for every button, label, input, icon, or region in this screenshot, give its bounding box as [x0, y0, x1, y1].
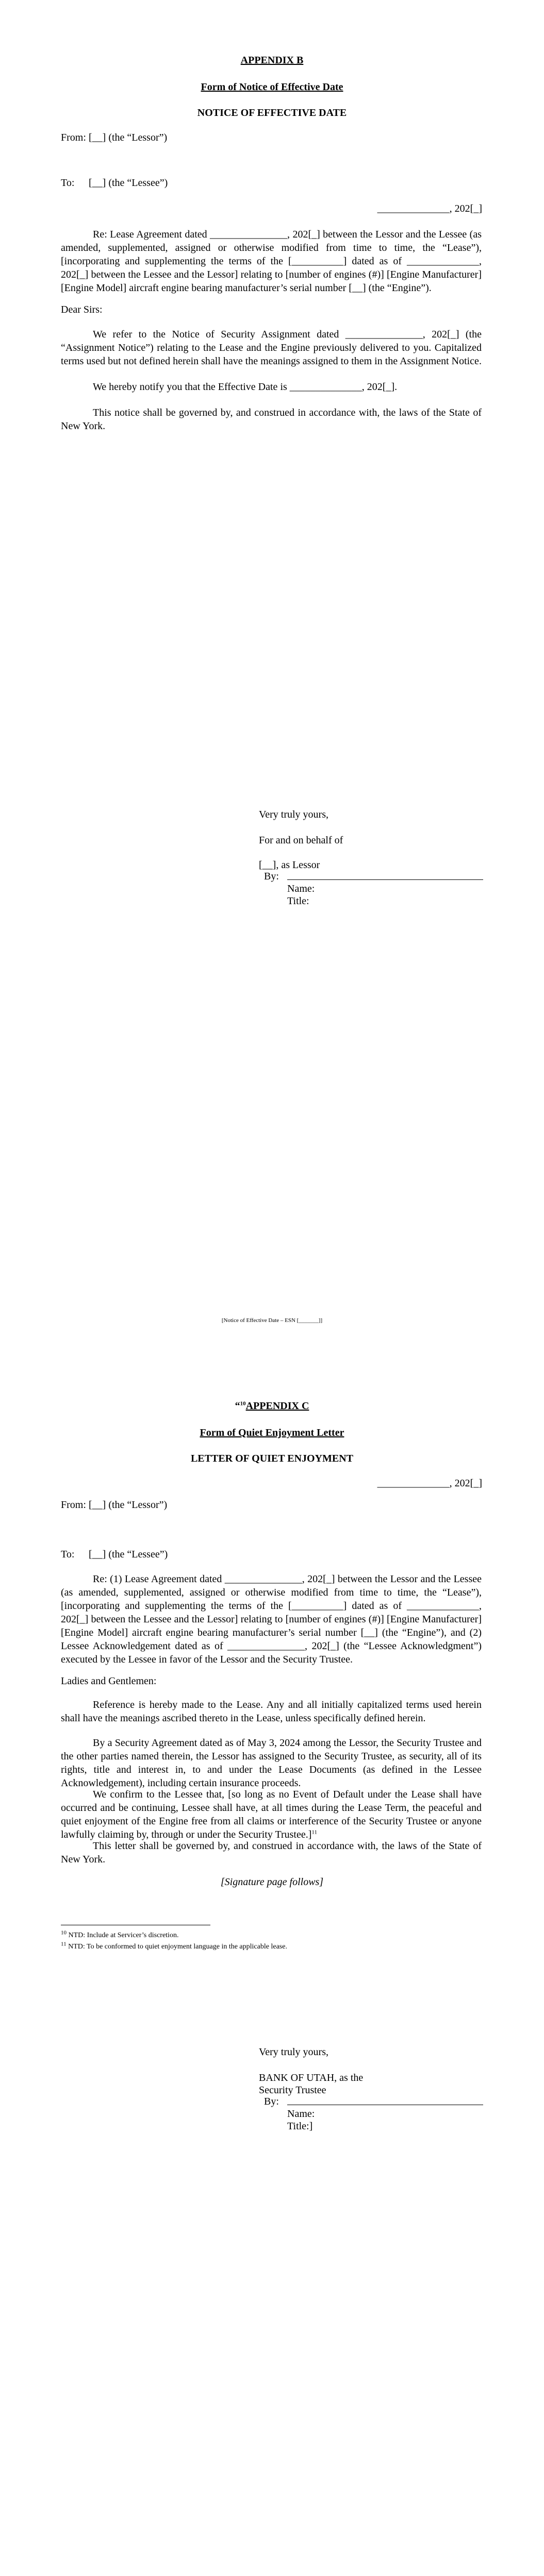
from-label: From:	[61, 132, 86, 143]
footnote-11-number: 11	[61, 1941, 67, 1947]
form-title: Form of Quiet Enjoyment Letter	[200, 1427, 344, 1438]
trustee-line-1: BANK OF UTAH, as the	[259, 2072, 364, 2083]
page-appendix-c	[0, 1370, 544, 2576]
footnote-11-text: NTD: To be conformed to quiet enjoyment language in the applicable lease.	[68, 1943, 287, 1951]
by-label: By:	[264, 2096, 279, 2107]
on-behalf-line: For and on behalf of	[259, 835, 343, 846]
appendix-c-heading	[0, 1399, 544, 1413]
to-party: [__] (the “Lessee”)	[89, 1549, 168, 1560]
notify-paragraph: We hereby notify you that the Effective Date is ______________, 202[_].	[93, 381, 398, 393]
signature-line	[287, 879, 483, 880]
governed-paragraph: This notice shall be governed by, and construed in accordance with, the laws of the State of New York.	[61, 407, 482, 432]
to-party: [__] (the “Lessee”)	[89, 177, 168, 189]
lessor-line: [__], as Lessor	[259, 859, 320, 871]
to-label: To:	[61, 1549, 75, 1560]
notice-title: NOTICE OF EFFECTIVE DATE	[197, 107, 347, 118]
appendix-b-heading: APPENDIX B	[240, 55, 304, 66]
security-paragraph: By a Security Agreement dated as of May 3, 2024 among the Lessor, the Security Trustee and the other parties named therein, the Lessor has assigned to the Security Trustee, as security, all of its rights, title and interest in, to and under the Lease Documents (as defined in the Lessee Acknowledgement), including certain insurance proceeds.	[61, 1737, 482, 1789]
date-line: ______________, 202[_]	[377, 1478, 482, 1489]
title-label: Title:	[287, 895, 309, 907]
closing: Very truly yours,	[259, 809, 328, 820]
name-label: Name:	[287, 2108, 315, 2120]
by-label: By:	[264, 871, 279, 882]
to-label: To:	[61, 177, 75, 189]
footnote-ref-11: 11	[311, 1829, 317, 1836]
trustee-line-2: Security Trustee	[259, 2084, 326, 2096]
signature-page-follows: [Signature page follows]	[220, 1876, 324, 1888]
footnote-10	[61, 1931, 484, 1940]
re-paragraph: Re: Lease Agreement dated _______________, 202[_] between the Lessor and the Lessee (as amended, supplemented, assigned or otherwise modified from time to time, the “Lease”), [incorporating and supplementing the terms of the [__________] dated as of ______________, 202[_] between the Lessee and the Lessor] relating to [number of engines (#)] [Engine Manufacturer] [Engine Model] aircraft engine bearing manufacturer’s serial number [__] (the “Engine”).	[61, 229, 482, 294]
form-title: Form of Notice of Effective Date	[201, 81, 343, 93]
footer: [Notice of Effective Date – ESN [_______]]	[221, 1317, 323, 1324]
from-party: [__] (the “Lessor”)	[89, 1499, 168, 1511]
name-label: Name:	[287, 883, 315, 894]
salutation: Ladies and Gentlemen:	[61, 1675, 157, 1687]
letter-title: LETTER OF QUIET ENJOYMENT	[190, 1453, 354, 1464]
footnote-10-number: 10	[61, 1929, 67, 1936]
date-line: ______________, 202[_]	[377, 203, 482, 214]
closing: Very truly yours,	[259, 2046, 328, 2058]
reference-paragraph: Reference is hereby made to the Lease. Any and all initially capitalized terms used herein shall have the meanings ascribed thereto in the Lease, unless specifically defined herein.	[61, 1699, 482, 1724]
refer-paragraph: We refer to the Notice of Security Assignment dated _______________, 202[_] (the “Assignment Notice”) relating to the Lease and the Engine previously delivered to you. Capitalized terms used but not defined herein shall have the meanings assigned to them in the Assignment Notice.	[61, 329, 482, 367]
appendix-c-title: APPENDIX C	[245, 1400, 309, 1412]
footnote-10-text: NTD: Include at Servicer’s discretion.	[68, 1931, 179, 1939]
open-quote: “	[235, 1400, 240, 1412]
from-label: From:	[61, 1499, 86, 1511]
salutation: Dear Sirs:	[61, 304, 103, 315]
confirm-paragraph	[61, 1788, 482, 1841]
title-label: Title:]	[287, 2121, 313, 2132]
re-paragraph: Re: (1) Lease Agreement dated _______________, 202[_] between the Lessor and the Lessee (as amended, supplemented, assigned or otherwise modified from time to time, the “Lease”), [incorporating and supplementing the terms of the [__________] dated as of ______________, 202[_] between the Lessee and the Lessor] relating to [number of engines (#)] [Engine Manufacturer] [Engine Model] aircraft engine bearing manufacturer’s serial number [__] (the “Engine”), and (2) Lessee Acknowledgement dated as of _______________, 202[_] (the “Lessee Acknowledgment”) executed by the Lessee in favor of the Lessor and the Security Trustee.	[61, 1573, 482, 1665]
confirm-text: We confirm to the Lessee that, [so long as no Event of Default under the Lease shall have occurred and be continuing, Lessee shall have, at all times during the Lease Term, the peaceful and quiet enjoyment of the Engine free from all claims or interference of the Security Trustee or anyone lawfully claiming by, through or under the Security Trustee.]	[61, 1789, 482, 1840]
footnote-11	[61, 1942, 484, 1952]
footnote-ref-10: 10	[240, 1400, 246, 1407]
governed-paragraph: This letter shall be governed by, and construed in accordance with, the laws of the State of New York.	[61, 1840, 482, 1865]
from-party: [__] (the “Lessor”)	[89, 132, 168, 143]
